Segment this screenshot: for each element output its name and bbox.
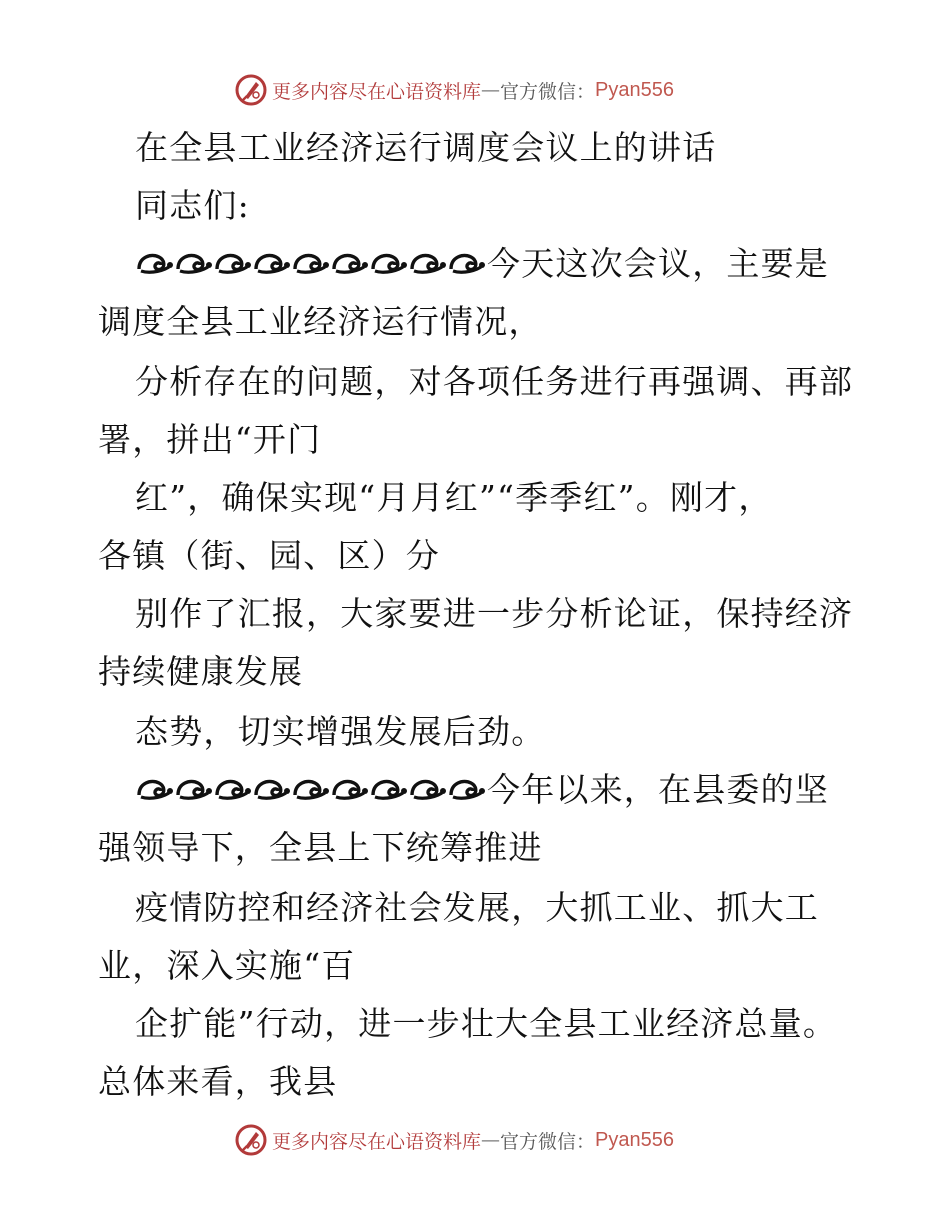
paragraph-7-line-2: 业，深入实施“百 — [98, 946, 356, 985]
salutation: 同志们: — [135, 186, 250, 225]
paragraph-1-line-2: 调度全县工业经济运行情况， — [98, 302, 543, 341]
watermark-dash: — — [481, 1129, 501, 1151]
watermark-wechat-label: 官方微信： — [500, 80, 596, 103]
paragraph-5-line-1: 态势，切实增强发展后劲。 — [135, 712, 546, 751]
ornament-decoration-icon — [135, 247, 487, 277]
watermark-wechat-id: Pyan556 — [595, 78, 674, 101]
paragraph-1-text: 今天这次会议，主要是 — [487, 244, 829, 283]
paragraph-6-line-2: 强领导下，全县上下统筹推进 — [98, 828, 543, 867]
watermark-banner-bottom — [234, 1122, 674, 1158]
watermark-dash: — — [481, 79, 501, 101]
quill-logo-icon — [234, 1123, 268, 1157]
paragraph-8-line-2: 总体来看，我县 — [98, 1062, 338, 1101]
paragraph-1-line-1 — [135, 244, 935, 284]
paragraph-4-line-1: 别作了汇报，大家要进一步分析论证，保持经济 — [135, 594, 854, 633]
watermark-wechat-id: Pyan556 — [595, 1128, 674, 1151]
paragraph-3-line-1: 红”，确保实现“月月红”“季季红”。刚才， — [135, 478, 773, 517]
paragraph-2-line-1: 分析存在的问题，对各项任务进行再强调、再部 — [135, 362, 854, 401]
paragraph-4-line-2: 持续健康发展 — [98, 652, 304, 691]
paragraph-6-line-1 — [135, 770, 935, 810]
watermark-wechat-label: 官方微信： — [500, 1130, 596, 1153]
paragraph-6-text: 今年以来，在县委的坚 — [487, 770, 829, 809]
watermark-site-name: 更多内容尽在心语资料库 — [272, 1130, 482, 1153]
paragraph-8-line-1: 企扩能”行动，进一步壮大全县工业经济总量。 — [135, 1004, 838, 1043]
paragraph-3-line-2: 各镇（街、园、区）分 — [98, 536, 440, 575]
paragraph-7-line-1: 疫情防控和经济社会发展，大抓工业、抓大工 — [135, 888, 819, 927]
paragraph-2-line-2: 署，拼出“开门 — [98, 420, 322, 459]
ornament-decoration-icon — [135, 773, 487, 803]
watermark-site-name: 更多内容尽在心语资料库 — [272, 80, 482, 103]
document-title: 在全县工业经济运行调度会议上的讲话 — [135, 128, 717, 167]
